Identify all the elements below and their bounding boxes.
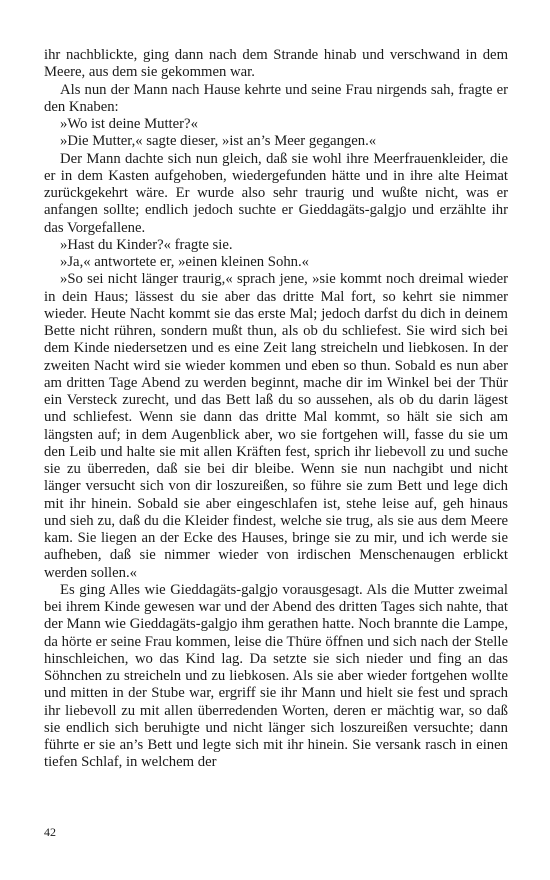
paragraph-2: Als nun der Mann nach Hause kehrte und seine Frau nirgends sah, fragte er den Knaben:: [44, 81, 508, 115]
body-text: [44, 47, 508, 772]
paragraph-3: »Wo ist deine Mutter?«: [60, 116, 198, 132]
paragraph-5: Der Mann dachte sich nun gleich, daß sie wohl ihre Meerfrauenkleider, die er in dem Kasten aufgehoben, wiedergefunden hätte und in ihre alte Heimat zurückgekehrt wäre. Er wurde also sehr traurig und wußte nicht, was er anfangen sollte; endlich jedoch suchte er Gieddagäts-galgjo und erzählte ihr das Vorgefallene.: [44, 150, 508, 236]
paragraph-4: »Die Mutter,« sagte dieser, »ist an’s Meer gegangen.«: [60, 133, 377, 150]
paragraph-9: Es ging Alles wie Gieddagäts-galgjo vorausgesagt. Als die Mutter zweimal bei ihrem Kinde gewesen war und der Abend des dritten Tages sich nahte, that der Mann wie Gieddagäts-galgjo ihm gerathen hatte. Noch brannte die Lampe, da hörte er seine Frau kommen, leise die Thüre öffnen und sich nach der Stelle hinschleichen, wo das Kind lag. Da setzte sie sich nieder und fing an das Söhnchen zu streicheln und zu liebkosen. Als sie aber wieder fortgehen wollte und mitten in der Stube war, ergriff sie ihr Mann und hielt sie fest und sprach ihr liebevoll zu mit allen überredenden Worten, deren er mächtig war, so daß sie endlich sich beruhigte und nicht länger sich loszureißen versuchte; dann führte er sie an’s Bett und legte sich mit ihr hinein. Sie versank rasch in einen tiefen Schlaf, in welchem der: [44, 581, 508, 771]
page-number: 42: [44, 825, 56, 839]
paragraph-1: ihr nachblickte, ging dann nach dem Strande hinab und verschwand in dem Meere, aus dem sie gekommen war.: [44, 47, 508, 81]
paragraph-7: »Ja,« antwortete er, »einen kleinen Sohn.«: [60, 254, 310, 270]
paragraph-6: »Hast du Kinder?« fragte sie.: [60, 236, 233, 253]
paragraph-8: »So sei nicht länger traurig,« sprach jene, »sie kommt noch dreimal wieder in dein Haus; lässest du sie aber das dritte Mal fort, so kehrt sie nimmer wieder. Heute Nacht kommt sie das erste Mal; jedoch darfst du dich in deinem Bette nicht rühren, sondern mußt thun, als ob du schliefest. Sie wird sich bei dem Kinde niedersetzen und es eine Zeit lang streicheln und liebkosen. In der zweiten Nacht wird sie wieder kommen und eben so thun. Sobald es nun aber am dritten Tage Abend zu werden beginnt, mache dir im Winkel bei der Thür ein Versteck zurecht, und das Bett laß du so aussehen, als ob du darin lägest und schliefest. Wenn sie dann das dritte Mal kommt, so hält sie sich am längsten auf; in dem Augenblick aber, wo sie fortgehen will, fasse du sie um den Leib und halte sie mit allen Kräften fest, sprich ihr liebevoll zu und suche sie zu überreden, daß sie bei dir bleibe. Wenn sie nun nachgibt und nicht länger versucht sich von dir loszureißen, so führe sie zum Bett und lege dich mit ihr hinein. Sobald sie aber eingeschlafen ist, stehe leise auf, geh hinaus und sieh zu, daß du die Kleider findest, welche sie trug, als sie aus dem Meere kam. Sie liegen an der Ecke des Hauses, bringe sie zu mir, und ich werde sie aufheben, daß sie nimmer wieder von irdischen Menschenaugen erblickt werden sollen.«: [44, 271, 508, 581]
